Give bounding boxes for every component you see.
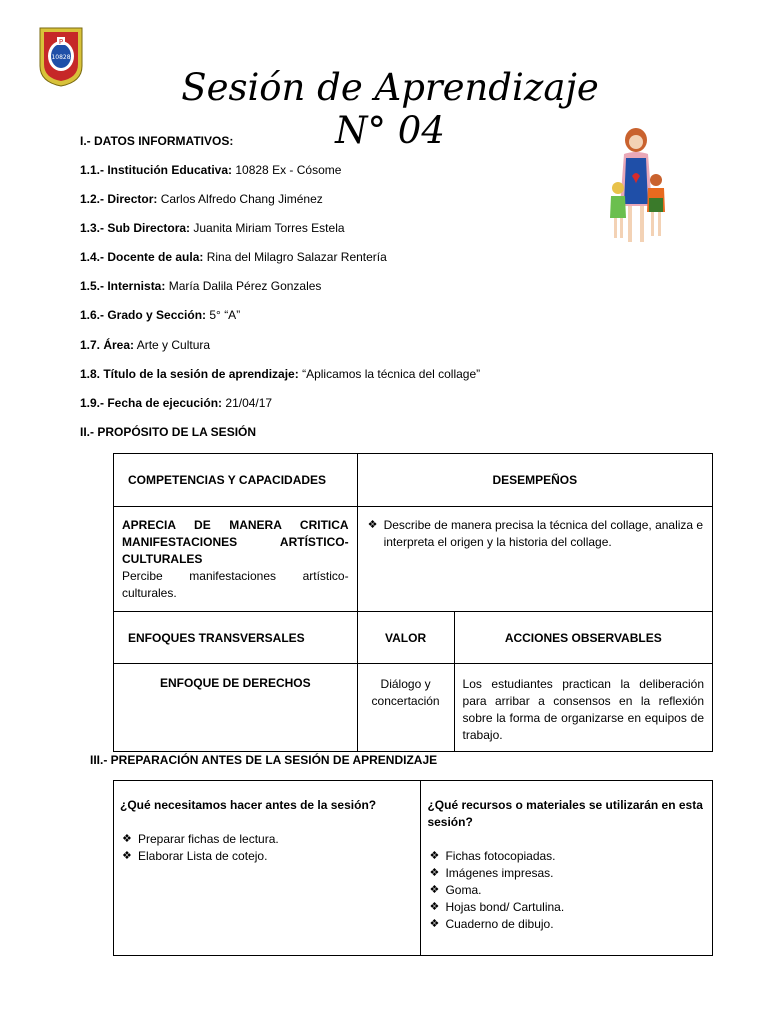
info-line-institucion: 1.1.- Institución Educativa: 10828 Ex - Cósome <box>80 163 342 177</box>
enfoque-cell: ENFOQUE DE DERECHOS <box>114 664 358 752</box>
purpose-table <box>113 453 713 752</box>
diamond-bullet-icon: ❖ <box>429 901 440 913</box>
section-3-heading: III.- PREPARACIÓN ANTES DE LA SESIÓN DE APRENDIZAJE <box>90 753 438 767</box>
list-item: ❖ Hojas bond/ Cartulina. <box>429 900 565 914</box>
acciones-cell: Los estudiantes practican la deliberación para arribar a consensos en la reflexión sobre la forma de organizarse en equipos de trabajo. <box>454 664 712 752</box>
list-item: ❖ Elaborar Lista de cotejo. <box>122 849 268 863</box>
preparation-table <box>113 780 713 956</box>
valor-header: VALOR <box>357 612 454 664</box>
competencia-cell <box>114 507 358 612</box>
info-line-internista: 1.5.- Internista: María Dalila Pérez Gonzales <box>80 279 322 293</box>
info-line-grado: 1.6.- Grado y Sección: 5° “A” <box>80 308 241 322</box>
diamond-bullet-icon: ❖ <box>429 850 440 862</box>
prep-left-header: ¿Qué necesitamos hacer antes de la sesión? <box>120 798 377 812</box>
competencias-header: COMPETENCIAS Y CAPACIDADES <box>114 454 358 507</box>
info-line-director: 1.2.- Director: Carlos Alfredo Chang Jiménez <box>80 192 323 206</box>
school-logo <box>38 26 84 88</box>
list-item: ❖ Fichas fotocopiadas. <box>429 849 556 863</box>
info-line-subdirectora: 1.3.- Sub Directora: Juanita Miriam Torres Estela <box>80 221 345 235</box>
diamond-bullet-icon: ❖ <box>367 519 378 531</box>
logo-text: 10828 <box>51 54 71 61</box>
diamond-bullet-icon: ❖ <box>429 918 440 930</box>
prep-left-cell <box>114 781 421 956</box>
prep-right-cell <box>421 781 713 956</box>
desempeno-cell <box>357 507 712 612</box>
enfoques-header: ENFOQUES TRANSVERSALES <box>114 612 358 664</box>
valor-cell: Diálogo y concertación <box>357 664 454 752</box>
list-item: ❖ Preparar fichas de lectura. <box>122 832 279 846</box>
list-item: ❖ Goma. <box>429 883 482 897</box>
diamond-bullet-icon: ❖ <box>429 867 440 879</box>
diamond-bullet-icon: ❖ <box>429 884 440 896</box>
section-2-heading: II.- PROPÓSITO DE LA SESIÓN <box>80 425 257 439</box>
prep-right-header: ¿Qué recursos o materiales se utilizarán en esta sesión? <box>427 798 703 829</box>
section-1-heading: I.- DATOS INFORMATIVOS: <box>80 134 234 148</box>
svg-text:P: P <box>58 38 64 46</box>
diamond-bullet-icon: ❖ <box>122 833 132 845</box>
page-title: Sesión de Aprendizaje N° 04 <box>181 66 599 152</box>
teacher-children-illustration <box>606 124 670 248</box>
diamond-bullet-icon: ❖ <box>122 850 132 862</box>
info-line-titulo: 1.8. Título de la sesión de aprendizaje: “Aplicamos la técnica del collage” <box>80 367 481 381</box>
info-line-fecha: 1.9.- Fecha de ejecución: 21/04/17 <box>80 396 273 410</box>
list-item: ❖ Imágenes impresas. <box>429 866 554 880</box>
list-item: ❖ Cuaderno de dibujo. <box>429 917 554 931</box>
acciones-header: ACCIONES OBSERVABLES <box>454 612 712 664</box>
desempeno-item: ❖ Describe de manera precisa la técnica del collage, analiza e interpreta el origen y la historia del collage. <box>367 518 704 549</box>
info-line-area: 1.7. Área: Arte y Cultura <box>80 338 211 352</box>
desempenos-header: DESEMPEÑOS <box>357 454 712 507</box>
competencia-text: APRECIA DE MANERA CRITICA MANIFESTACIONES ARTÍSTICO-CULTURALES <box>122 518 349 566</box>
info-line-docente: 1.4.- Docente de aula: Rina del Milagro Salazar Rentería <box>80 250 387 264</box>
capacidad-text: Percibe manifestaciones artístico-culturales. <box>122 569 349 600</box>
